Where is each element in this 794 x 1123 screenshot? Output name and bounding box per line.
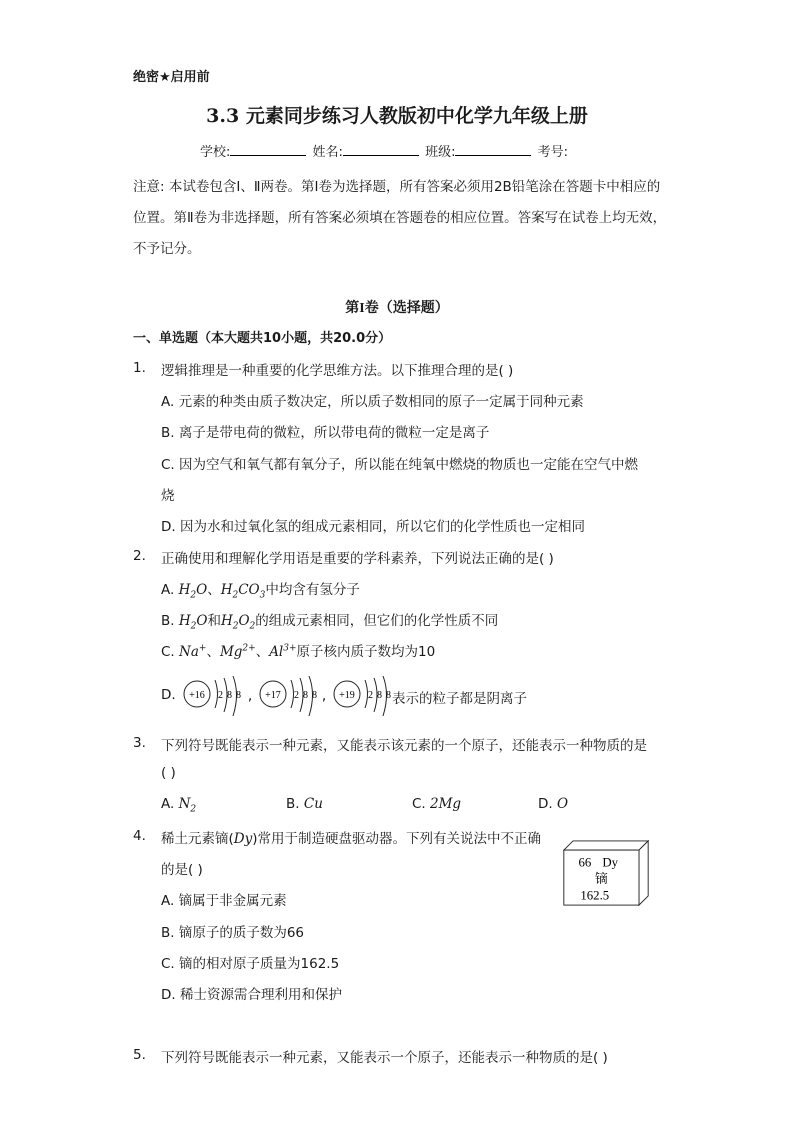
q3-option-a[interactable]: A. $N_2$ [161,796,197,815]
atom-diagram-2 [260,676,317,716]
nucleus-charge-2: +17 [265,690,281,701]
element-name: 镝 [595,872,608,887]
class-blank[interactable] [455,143,531,156]
q3-stem-cont: ( ) [161,765,176,781]
part-heading: 一、单选题（本大题共10小题，共20.0分） [133,331,392,346]
q1-option-b[interactable]: B. 离子是带电荷的微粒，所以带电荷的微粒一定是离子 [161,425,490,441]
q3-stem: 下列符号既能表示一种元素，又能表示该元素的一个原子，还能表示一种物质的是 [161,738,647,754]
atomic-mass: 162.5 [580,888,610,903]
number-label: 考号: [537,145,568,160]
element-card-dy [562,838,650,908]
card-top-face [564,841,648,850]
atom-diagram-1 [184,676,241,716]
q5-stem: 下列符号既能表示一种元素，又能表示一个原子，还能表示一种物质的是( ) [161,1050,608,1066]
electrons-shell-1: 2 [294,690,299,701]
atom-diagram-3 [334,676,391,716]
q2-option-a[interactable]: A. $H_2O$、$H_2CO_3$中均含有氢分子 [161,582,360,601]
school-blank[interactable] [230,143,306,156]
exam-notice: 注意: 本试卷包含Ⅰ、Ⅱ两卷。第Ⅰ卷为选择题，所有答案必须用2B铅笔涂在答题卡中相应的位置。第Ⅱ卷为非选择题，所有答案必须填在答题卷的相应位置。答案写在试卷上均无效，不予记分。 [133,179,667,257]
electrons-shell-3: 8 [312,690,317,701]
q1-number: 1. [133,360,146,376]
name-blank[interactable] [343,143,419,156]
q2-number: 2. [133,548,146,564]
electrons-shell-1: 2 [218,690,223,701]
q1-stem: 逻辑推理是一种重要的化学思维方法。以下推理合理的是( ) [161,363,514,379]
q3-option-c[interactable]: C. 2Mg [412,796,462,812]
q5-number: 5. [133,1047,146,1063]
name-label: 姓名: [312,145,343,160]
page-title: 3.3 元素同步练习人教版初中化学九年级上册 [206,105,588,127]
electrons-shell-3: 8 [236,690,241,701]
q1-option-a[interactable]: A. 元素的种类由质子数决定，所以质子数相同的原子一定属于同种元素 [161,394,584,410]
class-label: 班级: [425,145,456,160]
electrons-shell-2: 8 [227,690,232,701]
q4-option-a[interactable]: A. 镝属于非金属元素 [161,893,287,909]
q4-option-c[interactable]: C. 镝的相对原子质量为162.5 [161,956,340,972]
q4-option-b[interactable]: B. 镝原子的质子数为66 [161,925,305,941]
electrons-shell-2: 8 [377,690,382,701]
electrons-shell-1: 2 [368,690,373,701]
q1-option-c-cont: 烧 [161,488,175,504]
q3-number: 3. [133,735,146,751]
card-side-face [639,841,648,905]
separator: , [322,689,327,704]
electrons-shell-2: 8 [303,690,308,701]
q4-stem-cont: 的是( ) [161,862,203,878]
nucleus-charge-1: +16 [189,690,205,701]
nucleus-charge-3: +19 [339,690,355,701]
q2-option-c[interactable]: C. Na+、$Mg^{2+}$、$Al^{3+}$原子核内质子数均为10 [161,643,436,660]
electrons-shell-3: 8 [386,690,391,701]
q2-option-b[interactable]: B. $H_2O$和$H_2O_2$的组成元素相同，但它们的化学性质不同 [161,613,499,632]
q4-option-d[interactable]: D. 稀士资源需合理利用和保护 [161,987,342,1003]
q2-stem: 正确使用和理解化学用语是重要的学科素养，下列说法正确的是( ) [161,551,554,567]
q3-option-b[interactable]: B. Cu [286,796,323,812]
school-label: 学校: [200,145,231,160]
q4-stem: 稀土元素镝(Dy)常用于制造硬盘驱动器。下列有关说法中不正确 [161,831,542,847]
atomic-number: 66 [578,855,592,870]
separator: , [248,689,253,704]
confidential-mark: 绝密★启用前 [133,70,210,85]
atom-structure-diagrams [180,672,392,722]
q3-option-d[interactable]: D. O [538,796,569,812]
q2-option-d-text: 表示的粒子都是阴离子 [392,691,527,707]
q2-option-d-label[interactable]: D. [161,687,176,703]
section-title: 第I卷（选择题） [345,300,449,316]
q4-number: 4. [133,828,146,844]
element-symbol: Dy [602,855,619,870]
q1-option-d[interactable]: D. 因为水和过氧化氢的组成元素相同，所以它们的化学性质也一定相同 [161,519,585,535]
q1-option-c[interactable]: C. 因为空气和氧气都有氧分子，所以能在纯氧中燃烧的物质也一定能在空气中燃 [161,457,639,473]
student-info-line [200,141,568,160]
